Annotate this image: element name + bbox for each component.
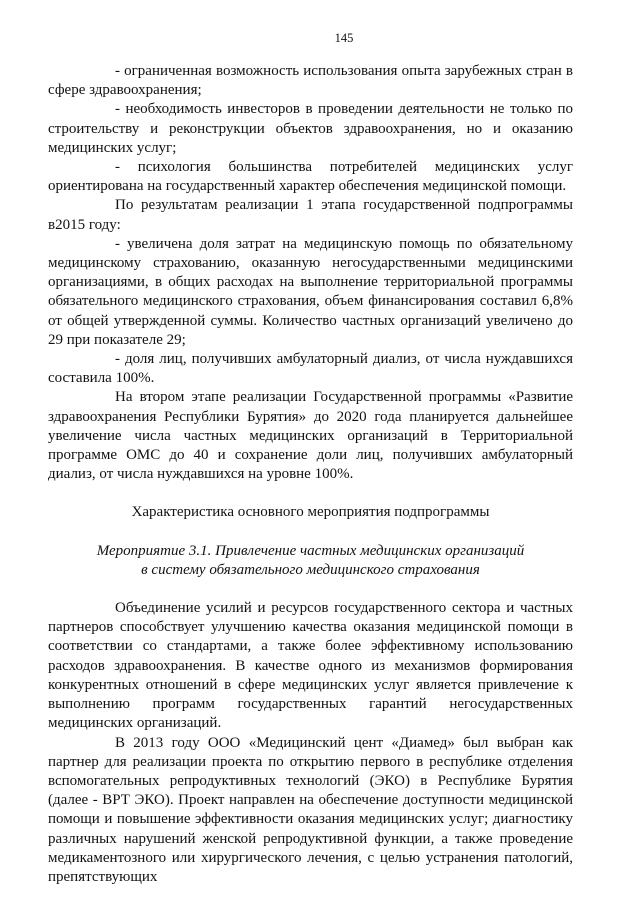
event-heading <box>48 542 573 580</box>
paragraph-restricted-foreign-experience: - ограниченная возможность использования опыта зарубежных стран в сфере здравоохранения; <box>48 63 573 99</box>
paragraph-stage2-plan: На втором этапе реализации Государственной программы «Развитие здравоохранения Республики Бурятия» до 2020 года планируется дальнейшее увеличение числа частных медицинских организаций в Территориальной программе ОМС до 40 и сохранение доли лиц, получивших амбулаторный диализ, от числа нуждавшихся на уровне 100%. <box>48 389 573 483</box>
event-heading-line-1: Мероприятие 3.1. Привлечение частных медицинских организаций <box>96 542 525 559</box>
event-heading-line-2: в систему обязательного медицинского страхования <box>141 561 480 578</box>
paragraph-public-private-partnership: Объединение усилий и ресурсов государственного сектора и частных партнеров способствует улучшению качества оказания медицинской помощи в соответствии со стандартами, а также более эффективному использованию расходов здравоохранения. В качестве одного из механизмов формирования конкурентных отношений в сфере медицинских услуг является привлечение к выполнению программ государственных гарантий негосударственных медицинских организаций. <box>48 600 573 732</box>
paragraph-increased-share: - увеличена доля затрат на медицинскую помощь по обязательному медицинскому страхованию, оказанную негосударственными медицинскими организациями, в общих расходах на выполнение территориальной программы обязательного медицинского страхования, объем финансирования составил 6,8% от общей утвержденной суммы. Количество частных организаций увеличено до 29 при показателе 29; <box>48 235 573 348</box>
paragraph-consumer-psychology: - психология большинства потребителей медицинских услуг ориентирована на государственный характер обеспечения медицинской помощи. <box>48 159 573 195</box>
page-number: 145 <box>334 31 354 45</box>
paragraph-eco-project: В 2013 году ООО «Медицинский цент «Диамед» был выбран как партнер для реализации проекта по открытию первого в республике отделения вспомогательных репродуктивных технологий (ЭКО) в Республике Бурятия (далее - ВРТ ЭКО). Проект направлен на обеспечение доступности медицинской помощи и повышение эффективности оказания медицинских услуг; диагностику различных нарушений женской репродуктивной функции, а также проведение медикаментозного или хирургического лечения, с целью устранения патологий, препятствующих <box>48 734 573 885</box>
paragraph-investor-need: - необходимость инвесторов в проведении деятельности не только по строительству и реконструкции объектов здравоохранения, но и оказанию медицинских услуг; <box>48 101 573 156</box>
paragraph-stage1-results: По результатам реализации 1 этапа государственной подпрограммы в2015 году: <box>48 197 573 233</box>
section-heading: Характеристика основного мероприятия подпрограммы <box>131 504 490 521</box>
paragraph-dialysis-share: - доля лиц, получивших амбулаторный диализ, от числа нуждавшихся составила 100%. <box>48 351 573 387</box>
